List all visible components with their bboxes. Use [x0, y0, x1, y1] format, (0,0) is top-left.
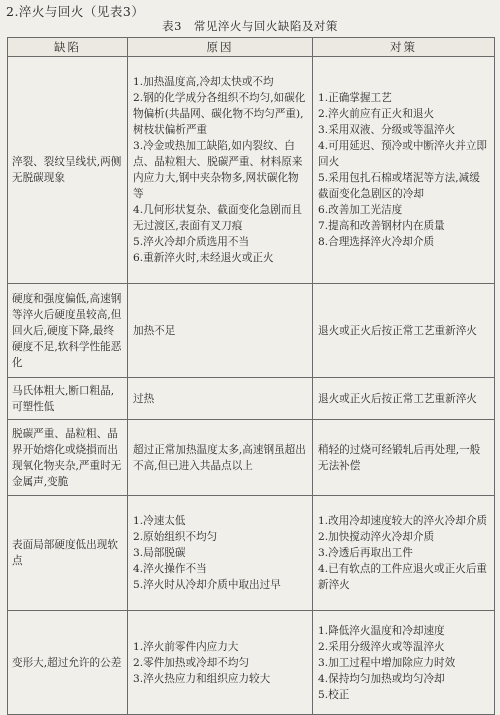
cause-item: 1.淬火前零件内应力大: [133, 640, 239, 653]
cause-item: 1.加热温度高,冷却太快或不均: [133, 76, 274, 88]
measure-item: 1.改用冷却速度较大的淬火冷却介质: [318, 515, 488, 527]
header-cause: 原因: [128, 38, 313, 57]
table-row: [8, 57, 495, 284]
table-row: [8, 420, 495, 496]
measure-cell: 退火或正火后按正常工艺重新淬火: [313, 378, 495, 420]
cause-item: 3.淬火热应力和组织应力较大: [133, 672, 271, 685]
measure-item: 4.可用延迟、预冷或中断淬火并立即回火: [318, 140, 488, 168]
cause-item: 3.冷金或热加工缺陷,如内裂纹、白点、晶粒粗大、脱碳严重、材料原来内应力大,钢中夹杂物多,网状碳化物等: [133, 140, 303, 200]
measure-item: 6.改善加工光洁度: [318, 204, 403, 216]
cause-item: 5.淬火时从冷却介质中取出过早: [133, 579, 281, 591]
defect-cell: 变形大,超过允许的公差: [8, 611, 128, 715]
measure-item: 2.淬火前应有正火和退火: [318, 108, 435, 120]
table-row: [8, 378, 495, 420]
section-title: 2.淬火与回火（见表3）: [6, 4, 145, 19]
measure-cell: [313, 57, 495, 284]
measure-cell: [313, 496, 495, 611]
defect-cell: 表面局部硬度低出现软点: [8, 496, 128, 611]
measure-item: 8.合理选择淬火冷却介质: [318, 236, 435, 248]
table-caption: 表3 常见淬火与回火缺陷及对策: [162, 19, 338, 33]
cause-item: 2.原始组织不均匀: [133, 531, 218, 543]
cause-cell: [128, 496, 313, 611]
cause-item: 6.重新淬火时,未经退火或正火: [133, 252, 274, 264]
cause-cell: 加热不足: [128, 284, 313, 378]
measure-cell: [313, 611, 495, 715]
cause-item: 4.淬火操作不当: [133, 563, 207, 575]
defect-cell: 马氏体粗大,断口粗晶,可塑性低: [8, 378, 128, 420]
cause-cell: [128, 57, 313, 284]
measure-item: 2.加快搅动淬火冷却介质: [318, 531, 435, 543]
measure-cell: 稍轻的过烧可经锻轧后再处理,一般无法补偿: [313, 420, 495, 496]
cause-item: 1.冷速太低: [133, 515, 186, 527]
table-row: [8, 496, 495, 611]
table-header-row: [8, 38, 495, 57]
header-defect: 缺陷: [8, 38, 128, 57]
measure-item: 4.已有软点的工件应退火或正火后重新淬火: [318, 563, 488, 591]
cause-item: 3.局部脱碳: [133, 547, 186, 559]
defect-cell: 淬裂、裂纹呈线状,两侧无脱碳现象: [8, 57, 128, 284]
cause-item: 5.淬火冷却介质选用不当: [133, 236, 250, 248]
cause-item: 4.几何形状复杂、截面变化急剧而且无过渡区,表面有叉刀痕: [133, 204, 303, 232]
measure-item: 4.保持均匀加热或均匀冷却: [318, 672, 445, 685]
measure-cell: 退火或正火后按正常工艺重新淬火: [313, 284, 495, 378]
header-measure: 对策: [313, 38, 495, 57]
defects-table: [7, 37, 495, 715]
measure-item: 2.采用分级淬火或等温淬火: [318, 640, 445, 653]
cause-cell: 过热: [128, 378, 313, 420]
table-row: [8, 284, 495, 378]
measure-item: 5.校正: [318, 688, 350, 701]
measure-item: 1.降低淬火温度和冷却速度: [318, 624, 445, 637]
cause-cell: 超过正常加热温度太多,高速钢虽超出不高,但已进入共晶点以上: [128, 420, 313, 496]
measure-item: 1.正确掌握工艺: [318, 92, 392, 104]
defect-cell: 脱碳严重、晶粒粗、晶界开始熔化或烧損而出现氧化物夹杂,严重时无金属声,变脆: [8, 420, 128, 496]
measure-item: 3.采用双液、分级或等温淬火: [318, 124, 456, 136]
cause-cell: [128, 611, 313, 715]
measure-item: 3.冷透后再取出工件: [318, 547, 413, 559]
measure-item: 7.提高和改善钢材内在质量: [318, 220, 445, 232]
cause-item: 2.钢的化学成分各组织不均匀,如碳化物偏析(共晶网、碳化物不均匀严重),树枝状偏析严重: [133, 92, 306, 136]
measure-item: 5.采用包扎石棉或堵泥等方法,减缓截面变化急剧区的冷却: [318, 172, 480, 200]
table-row: [8, 611, 495, 715]
measure-item: 3.加工过程中增加除应力时效: [318, 656, 456, 669]
defect-cell: 硬度和强度偏低,高速钢等淬火后硬度虽较高,但回火后,硬度下降,最终硬度不足,软科学性能恶化: [8, 284, 128, 378]
cause-item: 2.零件加热或冷却不均匀: [133, 656, 250, 669]
